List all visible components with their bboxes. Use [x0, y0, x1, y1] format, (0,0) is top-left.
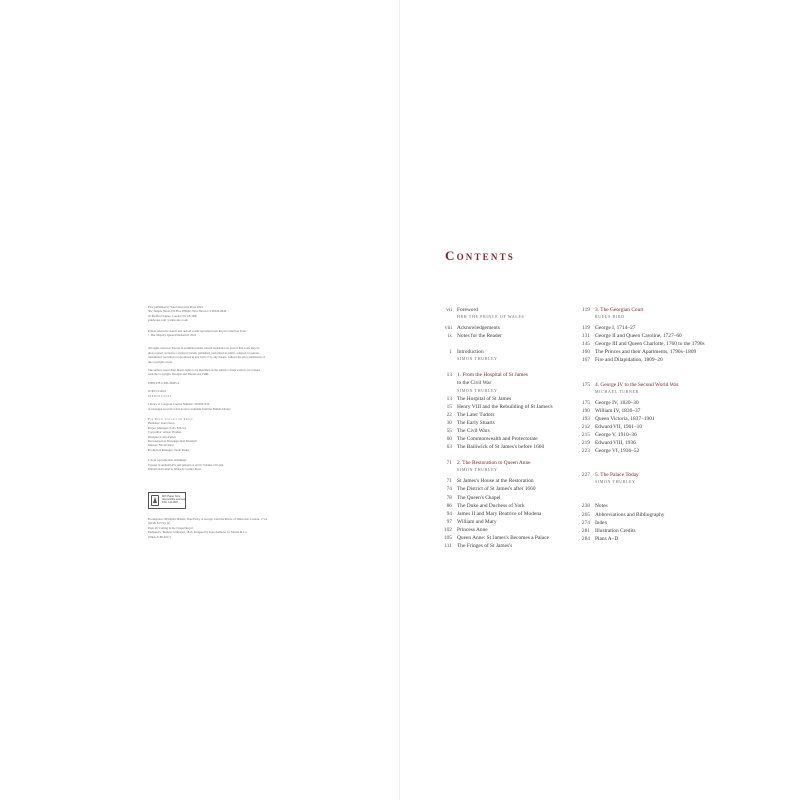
toc-page-number: viii	[444, 325, 452, 332]
toc-entry	[440, 403, 580, 411]
toc-entry	[440, 494, 580, 502]
toc-entry	[440, 542, 580, 550]
imprint-line: (V&A, E.80-2017)	[148, 534, 171, 539]
toc-title: Queen Anne: St James's Becomes a Palace	[457, 534, 549, 541]
toc-page-number: 60	[446, 436, 452, 443]
toc-title: Illustration Credits	[595, 527, 636, 534]
imprint-line: photocopied, stored in a retrieval system, published, performed in public, adapted, broadcast,	[148, 350, 260, 355]
rights-block	[148, 346, 303, 364]
imprint-line: © Her Majesty Queen Elizabeth II 2022	[148, 333, 197, 338]
toc-entry	[440, 443, 580, 451]
toc-page-number: 281	[581, 527, 590, 534]
imprint-line: Endpapers: 'Madras' wallpaper, 1815, designed by Kate Zedhorst for Morris & Co.	[148, 530, 248, 535]
toc-title: The Commonwealth and Protectorate	[457, 436, 538, 443]
toc-entry	[440, 395, 580, 403]
toc-page-number: 145	[581, 341, 590, 348]
imprint-line: Printed and bound in Wales by Gomer Press	[148, 466, 201, 471]
toc-title: Princess Anne	[457, 526, 488, 533]
toc-entry	[440, 477, 580, 485]
copyright-block	[148, 329, 303, 338]
toc-title: The Queen's Chapel	[457, 494, 501, 501]
toc-page-number: 13	[446, 395, 452, 402]
page-title: Contents	[444, 248, 515, 263]
spacer	[578, 455, 718, 463]
toc-entry	[578, 527, 718, 535]
toc-title: Edward VII, 1901–10	[595, 423, 643, 430]
imprint-line: 10 9 8 7 6 5 4 3 2 1	[148, 393, 172, 398]
contributor-name: SIMON THURLEY	[457, 357, 498, 362]
toc-page-number: 227	[581, 472, 590, 479]
toc-title: William and Mary	[457, 518, 497, 525]
imprint-line: Page 4b: Ceiling in the Chapel Royal	[148, 525, 193, 530]
toc-page-number: 71	[446, 478, 452, 485]
toc-title: 4. George IV to the Second World War	[595, 381, 679, 388]
toc-entry	[440, 534, 580, 542]
toc-entry	[440, 435, 580, 443]
reproduction-block	[148, 458, 303, 471]
imprint-line: transmitted, recorded or reproduced in any form or by any means, without the prior permission of	[148, 355, 266, 360]
spacer	[440, 451, 580, 459]
toc-chapter-continued	[440, 379, 580, 387]
toc-page-number: 1	[449, 349, 452, 356]
toc-title: Foreword	[457, 307, 478, 313]
toc-entry	[440, 419, 580, 427]
toc-page-number: 55	[446, 427, 452, 434]
toc-title: The Early Stuarts	[457, 419, 495, 426]
toc-entry	[578, 407, 718, 415]
toc-page-number: 274	[581, 519, 590, 526]
toc-title: Notes	[595, 503, 608, 510]
spacer	[578, 365, 718, 373]
toc-title: Index	[595, 519, 608, 526]
toc-chapter	[440, 371, 580, 379]
spacer	[578, 486, 718, 494]
spacer	[440, 363, 580, 371]
contributor-name: RUFUS BIRD	[595, 315, 625, 320]
imprint-line: Publisher: Kate Owen	[148, 421, 175, 426]
spacer	[578, 463, 718, 471]
toc-page-number: 86	[446, 502, 452, 509]
toc-page-number: 78	[446, 494, 452, 501]
toc-page-number: 111	[444, 543, 452, 550]
contributor-name: SIMON THURLEY	[457, 468, 498, 473]
imprint-line: with the Copyright, Designs and Patents Act 1988.	[148, 372, 209, 377]
imprint-line: Designer: Laura Parker	[148, 434, 176, 439]
toc-entry	[578, 431, 718, 439]
imprint-line: yalebooks.com | yalebooks.co.uk	[148, 318, 188, 323]
toc-chapter	[440, 459, 580, 467]
toc-entry	[578, 348, 718, 356]
toc-title: 1. From the Hospital of St James	[457, 372, 528, 379]
toc-page-number: 119	[582, 325, 590, 332]
toc-page-number: 167	[581, 357, 590, 364]
toc-page-number: 190	[581, 407, 590, 414]
contents-column-left	[440, 306, 580, 550]
spacer	[578, 373, 718, 381]
toc-title: George IV, 1820–30	[595, 399, 639, 406]
toc-page-number: 105	[443, 534, 452, 541]
toc-entry	[440, 324, 580, 332]
toc-entry	[578, 502, 718, 510]
toc-title: George I, 1714–27	[595, 325, 636, 332]
toc-title: The Duke and Duchess of York	[457, 502, 525, 509]
imprint-line: 302 Temple Street, PO Box 209040, New Haven CT 06520-9040	[148, 309, 227, 314]
toc-page-number: 97	[446, 518, 452, 525]
imprint-line: First published by Yale University Press 2022	[148, 305, 203, 309]
toc-page-number: 219	[581, 440, 590, 447]
spacer	[440, 340, 580, 348]
contributor-name: SIMON THURLEY	[595, 480, 636, 485]
toc-entry	[578, 324, 718, 332]
toc-entry	[578, 511, 718, 519]
toc-page-number: 15	[446, 403, 452, 410]
toc-entry	[578, 356, 718, 364]
imprint-line: Unless otherwise stated, text and all works reproduced are Royal Collection Trust /	[148, 328, 248, 333]
toc-title: Abbreviations and Bibliography	[595, 511, 665, 518]
toc-entry	[440, 332, 580, 340]
toc-title: Queen Victoria, 1837–1901	[595, 415, 655, 422]
spacer	[578, 494, 718, 502]
toc-entry	[578, 447, 718, 455]
toc-title: George III and Queen Charlotte, 1760 to the 1790s	[595, 341, 705, 348]
toc-page-number: 102	[443, 526, 452, 533]
catalogue-block	[148, 402, 303, 411]
toc-page-number: 175	[581, 381, 590, 388]
toc-title: St James's House at the Restoration	[457, 478, 534, 485]
contributor-name: HRH THE PRINCE OF WALES	[457, 315, 525, 320]
toc-page-number: 63	[446, 444, 452, 451]
toc-title: The District of St James's after 1660	[457, 486, 536, 493]
toc-page-number: 193	[581, 415, 590, 422]
toc-entry	[440, 526, 580, 534]
moral-rights-block	[148, 368, 303, 377]
toc-title: Henry VIII and the Rebuilding of St James's	[457, 403, 553, 410]
toc-entry	[578, 423, 718, 431]
toc-page-number: 131	[581, 333, 590, 340]
toc-entry	[578, 415, 718, 423]
imprint-line: All rights reserved. Except in permitted under current legislation no part of this work may be	[148, 346, 260, 351]
toc-entry	[440, 411, 580, 419]
imprint-line: Project Manager: Polly Fellows	[148, 425, 187, 430]
toc-entry	[440, 427, 580, 435]
toc-page-number: 175	[581, 399, 590, 406]
imprint-line: A catalogue record for this book is available from the British Library	[148, 406, 231, 411]
toc-page-number: 71	[446, 460, 452, 467]
imprint-line: the copyright owner.	[148, 359, 173, 364]
toc-page-number: 238	[581, 503, 590, 510]
toc-title: The Princes and their Apartments, 1790s–1809	[595, 349, 697, 356]
toc-title: Edward VIII, 1936	[595, 440, 636, 447]
printing-codes	[148, 389, 303, 398]
imprint-line: Library of Congress Control Number: 2022931550	[148, 402, 210, 407]
fsc-logo	[148, 492, 186, 509]
imprint-line: Indexer: Nicola King	[148, 443, 174, 448]
toc-title: Notes for the Reader	[457, 333, 502, 340]
toc-entry	[578, 332, 718, 340]
toc-page-number: 22	[446, 411, 452, 418]
toc-title: George II and Queen Caroline, 1727–60	[595, 333, 682, 340]
image-credits	[148, 517, 303, 539]
toc-title: 2. The Restoration to Queen Anne	[457, 460, 531, 467]
toc-page-number: vii	[446, 307, 452, 313]
toc-title: 5. The Palace Today	[595, 472, 639, 479]
toc-entry	[578, 399, 718, 407]
imprint-line: 47 Bedford Square, London WC1B 3DP	[148, 313, 197, 318]
tree-icon	[151, 495, 159, 506]
toc-title: Introduction	[457, 349, 484, 356]
imprint-line: Colour reproduction: Altaimage	[148, 458, 187, 463]
toc-page-number: 160	[581, 349, 590, 356]
toc-entry	[578, 439, 718, 447]
spread-fold	[399, 0, 400, 800]
toc-entry	[440, 348, 580, 356]
imprint-line: Reconstruction Drawings: Rob Marshall	[148, 438, 197, 443]
toc-entry	[440, 518, 580, 526]
toc-chapter	[578, 471, 718, 479]
imprint-line: Frontispiece: Mortimer Mabell, State Entry of George I and the Prince of Wales into London, 1714	[148, 517, 267, 521]
toc-title: George VI, 1936–52	[595, 448, 640, 455]
toc-title: George V, 1910–36	[595, 432, 637, 439]
toc-page-number: 30	[446, 419, 452, 426]
toc-page-number: 119	[582, 307, 590, 313]
toc-title: William IV, 1830–37	[595, 407, 641, 414]
toc-chapter	[578, 306, 718, 314]
toc-title: The Hospital of St James	[457, 395, 512, 402]
imprint-line: (RCIN 81774), (a)	[148, 521, 171, 526]
toc-title: Acknowledgements	[457, 325, 500, 332]
toc-title: The Fringes of St James's	[457, 543, 513, 550]
toc-entry	[440, 485, 580, 493]
toc-title: The Bailiwick of St James's before 1660	[457, 444, 545, 451]
toc-entry	[440, 306, 580, 314]
copyright-imprint	[148, 305, 303, 471]
toc-page-number: 284	[581, 535, 590, 542]
imprint-line: Copyeditor: Alison Thomas	[148, 430, 182, 435]
contents-column-right	[578, 306, 718, 543]
imprint-line: The authors assert their moral rights to be identified as the authors of this work in accordance	[148, 368, 261, 373]
toc-page-number: ix	[447, 333, 452, 340]
toc-title: Plans A–D	[595, 535, 619, 542]
toc-title: The Later Tudors	[457, 411, 495, 418]
toc-title: James II and Mary Beatrice of Modena	[457, 510, 542, 517]
toc-page-number: 74	[446, 486, 452, 493]
toc-page-number: 13	[446, 372, 452, 379]
imprint-line: W/RT/12/2022	[148, 389, 166, 394]
isbn: ISBN 978-0-300-26085-4	[148, 380, 180, 385]
toc-chapter	[578, 381, 718, 389]
team-block	[148, 417, 303, 452]
imprint-line: Typeset in Arabella Pro and printed on Arctic Volume 150 gsm	[148, 462, 224, 467]
toc-title: 3. The Georgian Court	[595, 307, 644, 313]
fsc-label: MIX Paper from responsible sources FSC C114687	[162, 495, 186, 505]
toc-entry	[578, 519, 718, 527]
toc-entry	[440, 502, 580, 510]
toc-page-number: 265	[581, 511, 590, 518]
toc-entry	[440, 510, 580, 518]
team-heading: For Royal Collection Trust:	[148, 416, 194, 421]
toc-page-number: 212	[581, 423, 590, 430]
toc-entry	[578, 535, 718, 543]
imprint-line: Production Manager: Sarah Parker	[148, 447, 190, 452]
toc-page-number: 94	[446, 510, 452, 517]
contributor-name: SIMON THURLEY	[457, 388, 498, 393]
toc-page-number: 215	[581, 432, 590, 439]
toc-title: Fire and Dilapidation, 1809–20	[595, 357, 663, 364]
toc-page-number: 223	[581, 448, 590, 455]
toc-title: The Civil Wars	[457, 427, 490, 434]
toc-title: to the Civil War	[457, 380, 492, 387]
publisher-block	[148, 305, 303, 323]
contributor-name: MICHAEL TURNER	[595, 389, 639, 394]
toc-entry	[578, 340, 718, 348]
